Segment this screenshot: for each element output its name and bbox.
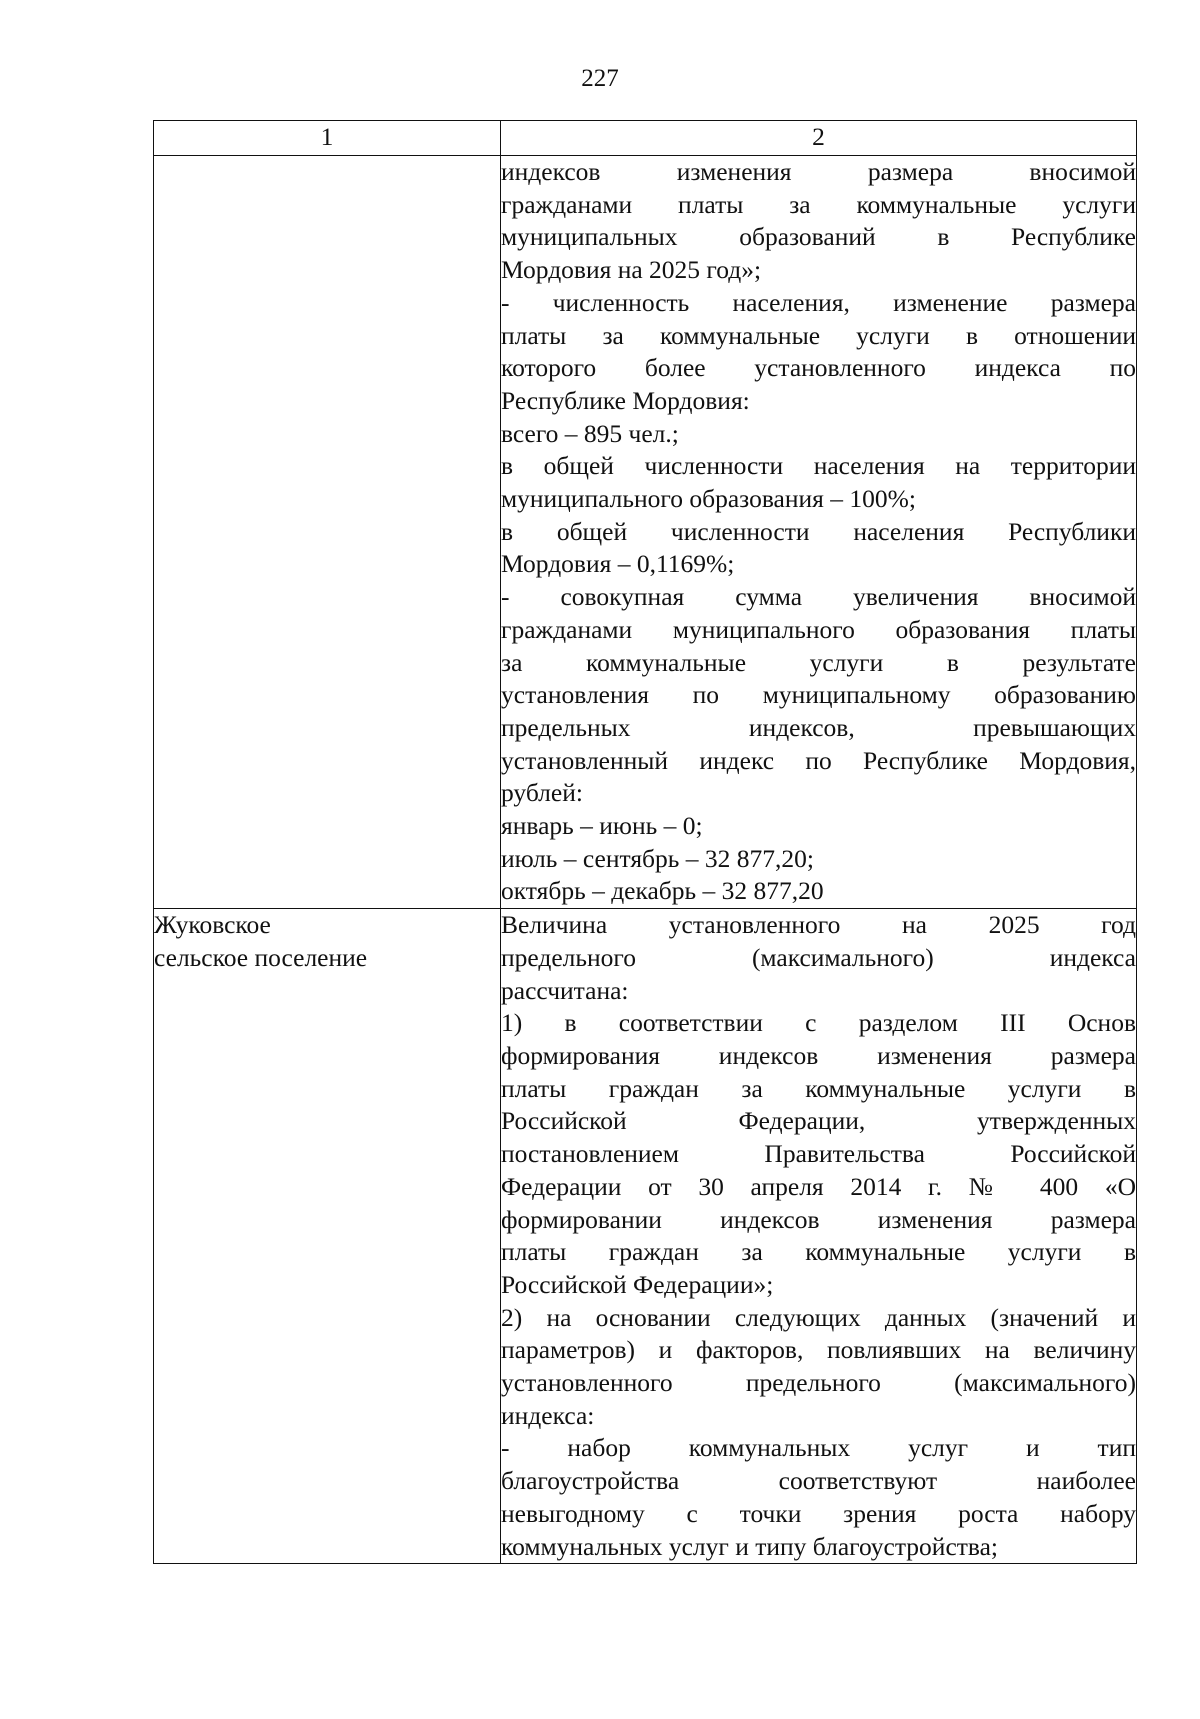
text-line: за коммунальные услуги в результате [501,647,1136,677]
text-line: Федерации от 30 апреля 2014 г. № 400 «О [501,1171,1136,1201]
table-body [154,156,1137,1564]
text-line: индекса: [501,1400,595,1430]
table-header-row [154,121,1137,156]
text-line: невыгодному с точки зрения роста набору [501,1498,1136,1528]
text-line: платы граждан за коммунальные услуги в [501,1237,1136,1267]
text-line: Российской Федерации, утвержденных [501,1106,1136,1136]
text-line: параметров) и факторов, повлиявших на величину [501,1335,1136,1365]
text-line: в общей численности населения на территории [501,451,1136,481]
text-line: муниципальных образований в Республике [501,222,1136,252]
description-cell [501,156,1137,909]
page-number: 227 [581,65,619,92]
text-line: - численность населения, изменение размера [501,287,1136,317]
municipality-cell [154,156,501,909]
text-line: Величина установленного на 2025 год [501,910,1136,940]
text-line: рублей: [501,778,583,808]
text-line: платы за коммунальные услуги в отношении [501,320,1136,350]
text-line: сельское поселение [154,942,368,972]
text-line: Республике Мордовия: [501,385,750,415]
text-line: постановлением Правительства Российской [501,1139,1136,1169]
text-line: январь – июнь – 0; [501,811,703,841]
table-row [154,156,1137,909]
text-line: формировании индексов изменения размера [501,1204,1136,1234]
text-line: рассчитана: [501,975,629,1005]
text-line: предельных индексов, превышающих [501,712,1136,742]
text-line: Мордовия на 2025 год»; [501,255,762,285]
text-line: формирования индексов изменения размера [501,1040,1136,1070]
text-line: - совокупная сумма увеличения вносимой [501,582,1136,612]
text-line: установленного предельного (максимального) [501,1368,1136,1398]
text-line: предельного (максимального) индекса [501,942,1136,972]
text-line: муниципального образования – 100%; [501,484,916,514]
text-line: Жуковское [154,910,271,940]
text-line: индексов изменения размера вносимой [501,157,1136,186]
column-header-1: 1 [154,121,501,156]
text-line: гражданами платы за коммунальные услуги [501,189,1136,219]
document-table [153,120,1137,1564]
text-line: 2) на основании следующих данных (значений и [501,1302,1136,1332]
description-cell [501,909,1137,1564]
column-header-2: 2 [501,121,1137,156]
text-line: в общей численности населения Республики [501,516,1136,546]
text-line: Российской Федерации»; [501,1269,774,1299]
text-line: коммунальных услуг и типу благоустройства; [501,1531,999,1561]
text-line: - набор коммунальных услуг и тип [501,1433,1136,1463]
text-line: июль – сентябрь – 32 877,20; [501,843,814,873]
text-line: октябрь – декабрь – 32 877,20 [501,876,824,906]
text-line: платы граждан за коммунальные услуги в [501,1073,1136,1103]
text-line: всего – 895 чел.; [501,418,679,448]
text-line: установления по муниципальному образованию [501,680,1136,710]
text-line: Мордовия – 0,1169%; [501,549,735,579]
table-row [154,909,1137,1564]
text-line: установленный индекс по Республике Мордовия, [501,745,1136,775]
text-line: 1) в соответствии с разделом III Основ [501,1008,1136,1038]
text-line: которого более установленного индекса по [501,353,1136,383]
text-line: благоустройства соответствуют наиболее [501,1466,1136,1496]
municipality-cell [154,909,501,1564]
text-line: гражданами муниципального образования платы [501,614,1136,644]
